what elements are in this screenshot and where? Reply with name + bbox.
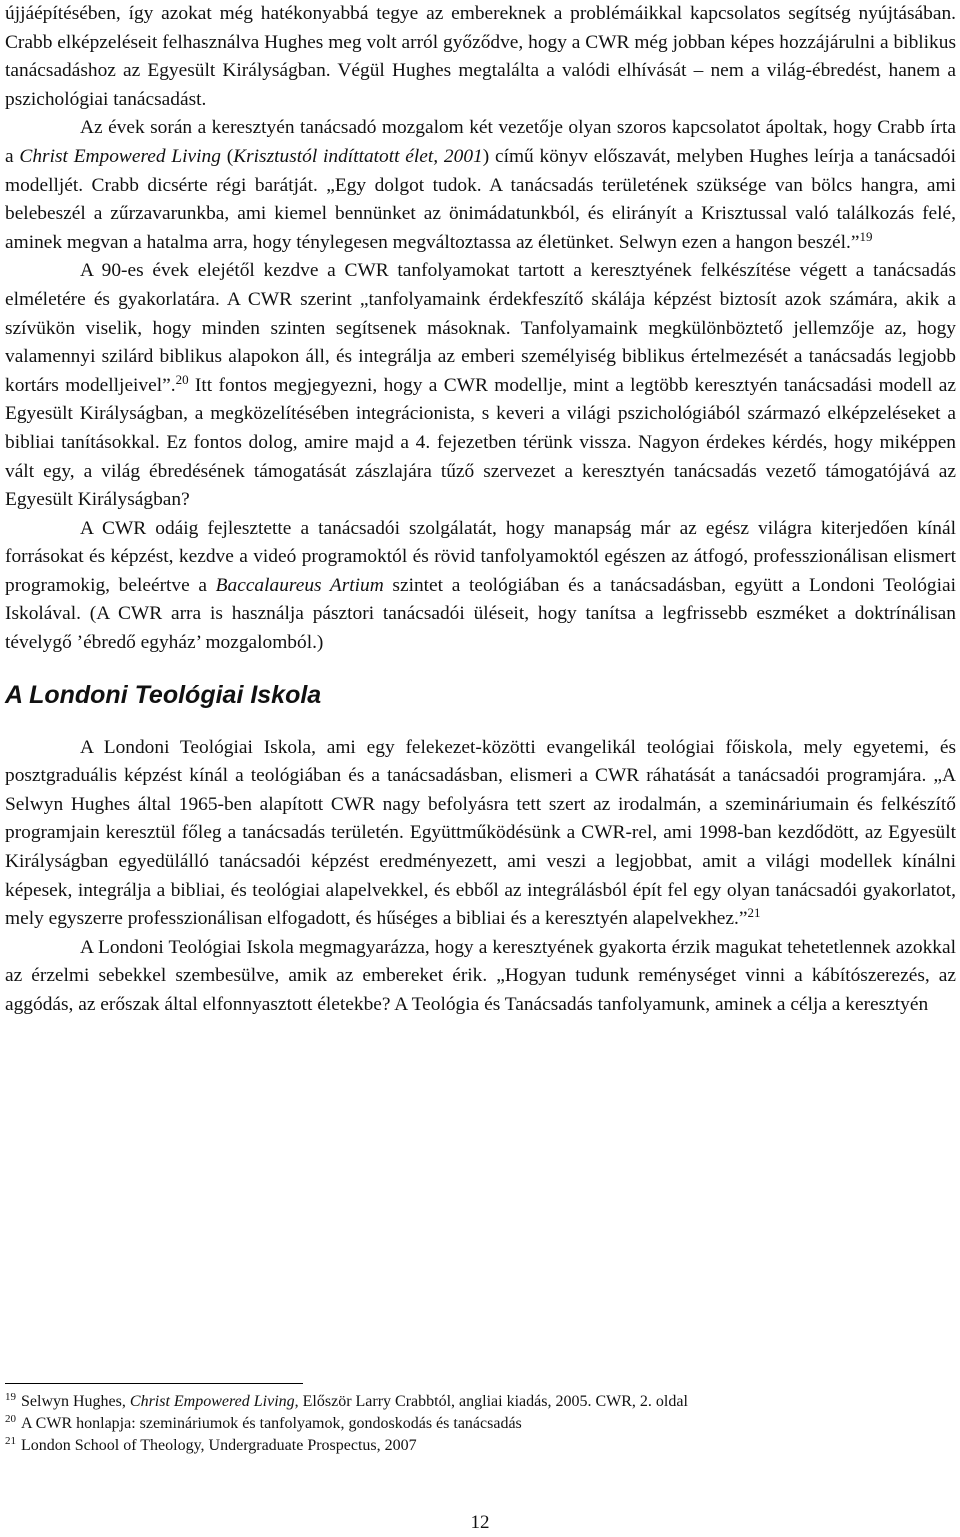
paragraph-2: Az évek során a keresztyén tanácsadó mozgalom két vezetője olyan szoros kapcsolatot ápoltak, hogy Crabb írta a Christ Empowered Living (Krisztustól indíttatott élet, 2001) című könyv előszavát, melyben Hughes leírja a tanácsadói modelljét. Crabb dicsérte régi barátját. „Egy dolgot tudok. A tanácsadás területének szüksége van bölcs hangra, ami belebeszél a zűrzavarunkba, ami kiemel bennünket az önimádatunkból, és elirányít a Krisztussal való találkozás felé, aminek megvan a hatalma arra, hogy ténylegesen megváltoztassa az életünket. Selwyn ezen a hangon beszél.”$^{19}$: [5, 117, 956, 253]
footnote-number: 19: [5, 1391, 16, 1403]
footnote-ref-19[interactable]: 19: [859, 228, 873, 244]
paragraph-6: A Londoni Teológiai Iskola megmagyarázza, hogy a keresztyének gyakorta érzik magukat tehetetlennek azokkal az érzelmi sebekkel szembesülve, amik az embereket érik. „Hogyan tudunk reménységet vinni a kábítószerezés, az aggódás, az erőszak által elfonnyasztott életekbe? A Teológia és Tanácsadás tanfolyamunk, aminek a célja a keresztyén: [5, 936, 956, 1015]
paragraph-1: újjáépítésében, így azokat még hatékonyabbá tegye az embereknek a problémáikkal kapcsolatos segítség nyújtásában. Crabb elképzeléseit felhasználva Hughes meg volt arról győződve, hogy a CWR még jobban képes hozzájárulni a biblikus tanácsadáshoz az Egyesült Királyságban. Végül Hughes megtalálta a valódi elhívását – nem a világ-ébredést, hanem a pszichológiai tanácsadást.: [5, 3, 956, 110]
book-title-hungarian: Krisztustól indíttatott élet, 2001: [233, 145, 483, 167]
paragraph-5: A Londoni Teológiai Iskola, ami egy felekezet-közötti evangelikál teológiai főiskola, mely egyetemi, és posztgraduális képzést kínál a teológiában és a tanácsadásban, elismeri a CWR ráhatását a tanácsadói programjára. „A Selwyn Hughes által 1965-ben alapított CWR nagy befolyásra tett szert az irodalmán, a szemináriumain és felkészítő programjain keresztül főleg a tanácsadás területén. Együttműködésünk a CWR-rel, ami 1998-ban kezdődött, az Egyesült Királyságban egyedülálló tanácsadói képzést eredményezett, ami veszi a legjobbat, amit a világi modellek kínálni képesek, integrálja a bibliai, és teológiai alapelvekkel, és ebből az integrálásból épít fel egy olyan tanácsadói gyakorlatot, mely egyszerre professzionálisan elfogadott, és hűséges a bibliai és a keresztyén alapelvekhez.”$^{21}$: [5, 736, 956, 930]
footnote-ref-20[interactable]: 20: [175, 371, 189, 387]
book-title-english: Christ Empowered Living: [19, 145, 221, 167]
document-body: [5, 0, 956, 1020]
footnote-divider: [5, 1383, 303, 1384]
degree-name: Baccalaureus Artium: [215, 574, 384, 596]
footnote-number: 20: [5, 1413, 16, 1425]
footnote-21: $^{21}$ London School of Theology, Undergraduate Prospectus, 2007: [5, 1435, 417, 1454]
paragraph-4: A CWR odáig fejlesztette a tanácsadói szolgálatát, hogy manapság már az egész világra kiterjedően kínál forrásokat és képzést, kezdve a videó programoktól és rövid tanfolyamoktól egészen az átfogó, professzionálisan elismert programokig, beleértve a Baccalaureus Artium szintet a teológiában és a tanácsadásban, együtt a Londoni Teológiai Iskolával. (A CWR arra is használja pásztori tanácsadói üléseit, hogy tanítsa a legfrissebb eszméket a doktrínálisan tévelygő ’ébredő egyház’ mozgalomból.): [5, 517, 957, 654]
footnote-ref-21[interactable]: 21: [747, 905, 761, 921]
section-heading: A Londoni Teológiai Iskola: [5, 680, 322, 709]
paragraph-3: A 90-es évek elejétől kezdve a CWR tanfolyamokat tartott a keresztyének felkészítése végett a tanácsadás elméletére és gyakorlatára. A CWR szerint „tanfolyamaink érdekfeszítő skálája képzést biztosít azok számára, akik a szívükön viselik, hogy minden szinten segítsenek másoknak. Tanfolyamaink megkülönböztető jellemzője az, hogy valamennyi szilárd biblikus alapokon áll, és integrálja az emberi személyiség biblikus értelmezését a tanácsadás legjobb kortárs modelljeivel”.$^{20}$ Itt fontos megjegyezni, hogy a CWR modellje, mint a legtöbb keresztyén tanácsadási modell az Egyesült Királyságban, a megközelítésében integrácionista, s keveri a világi pszichológiából származó elképzeléseket a bibliai tanításokkal. Ez fontos dolog, amire majd a 4. fejezetben térünk vissza. Nagyon érdekes kérdés, hogy miképpen vált egy, a világ ébredésének támogatását zászlajára tűző szervezet a keresztyén tanácsadás vezető támogatójává az Egyesült Királyságban?: [5, 260, 956, 511]
page-number: 12: [470, 1512, 490, 1533]
footnotes: [5, 1391, 956, 1457]
footnote-20: $^{20}$ A CWR honlapja: szemináriumok és tanfolyamok, gondoskodás és tanácsadás: [5, 1413, 522, 1432]
footnote-19: $^{19}$ Selwyn Hughes, Christ Empowered Living, Először Larry Crabbtól, angliai kiadás, 2005. CWR, 2. oldal: [5, 1391, 688, 1410]
footnote-number: 21: [5, 1435, 16, 1447]
